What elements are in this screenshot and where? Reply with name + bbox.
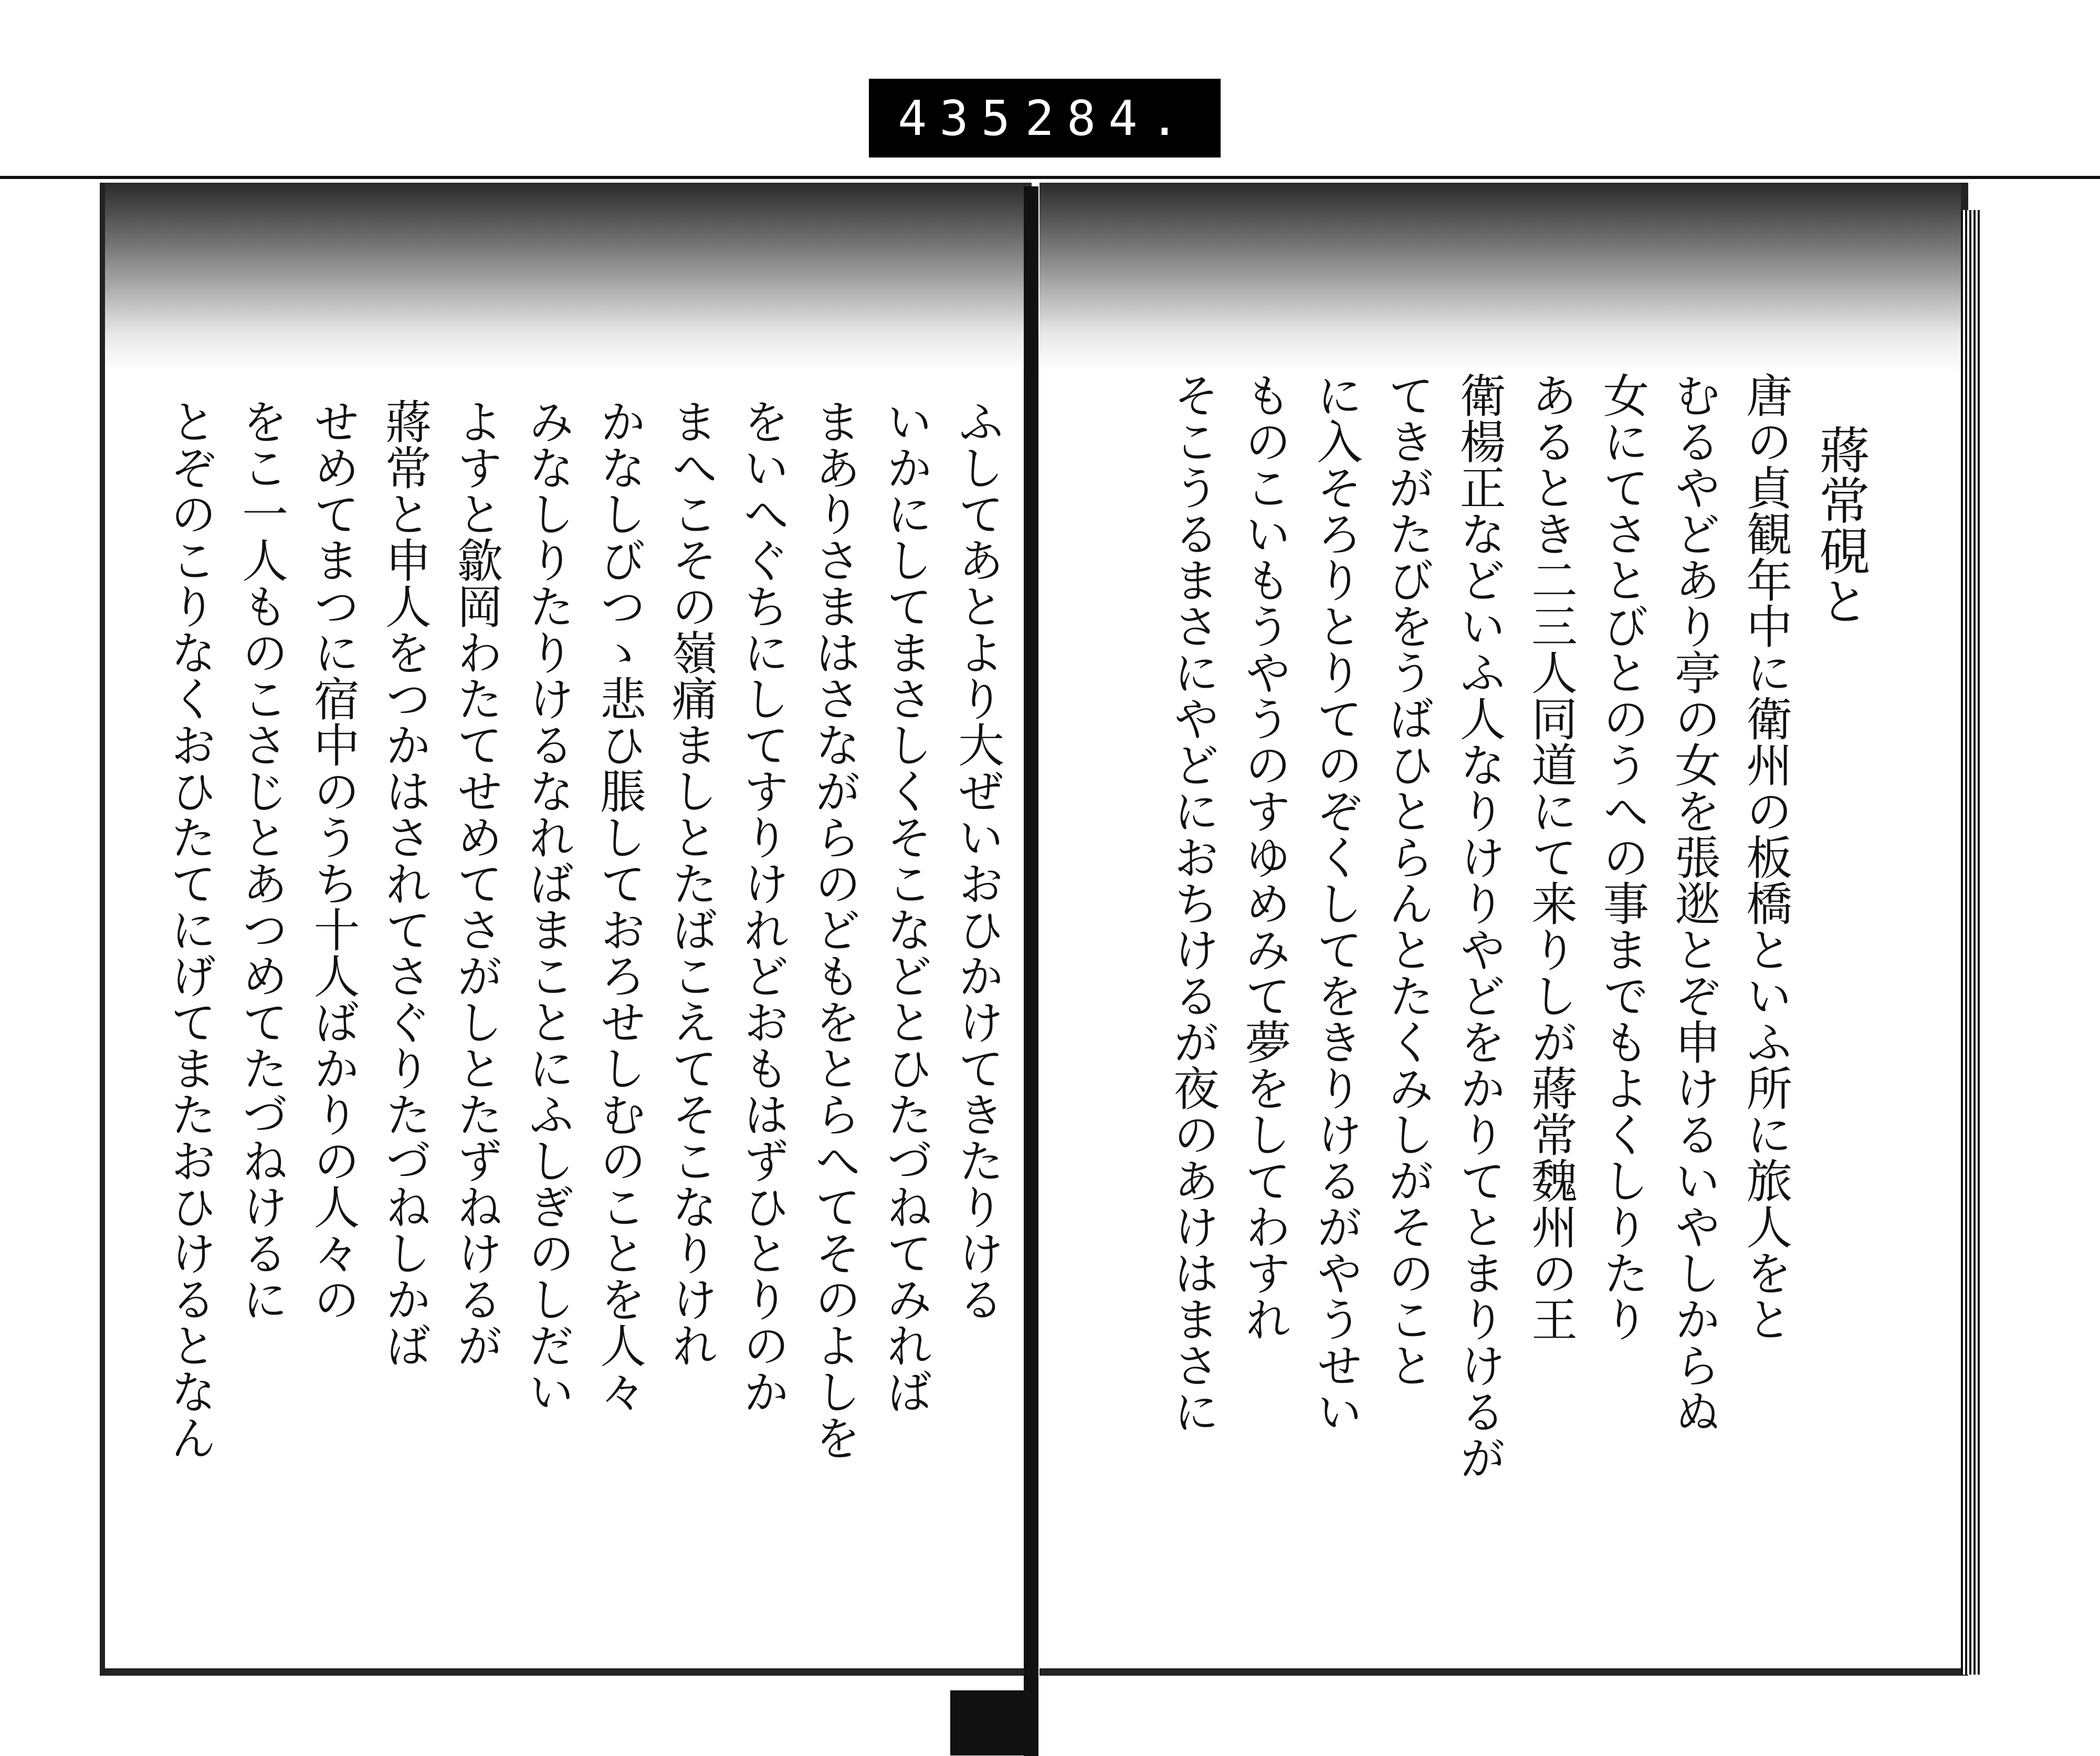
page-edge-stack (1961, 210, 1982, 1675)
left-line: をいへぐちにしてすりけれどおもはずひとりのか (736, 398, 790, 1414)
right-line: 女にてさとびとのうへの事までもよくしりたり (1595, 372, 1650, 1342)
left-page (100, 183, 1032, 1676)
right-line: 衛楊正などいふ人なりけりやどをかりてとまりけるが (1452, 372, 1507, 1480)
book-gutter (1024, 186, 1038, 1756)
right-line: あるとき二三人同道にて来りしが蔣常魏州の王 (1524, 372, 1579, 1342)
archive-number-right: 284. (1025, 90, 1192, 146)
left-line: まへこその嶺痛ましとたばこえてそこなりけれ (664, 398, 719, 1368)
right-line: 唐の貞観年中に衛州の板橋といふ所に旅人をと (1739, 372, 1793, 1342)
right-line: ものこいもうやうのすゆめみて夢をしてわすれ (1237, 372, 1292, 1342)
left-line: かなしびつゝ悲ひ脹しておろせしむのことを人々 (593, 398, 647, 1414)
left-line: まありさまはさながらのどもをとらへてそのよしを (807, 398, 862, 1460)
right-page (1040, 183, 1968, 1676)
story-title: 蔣常硯と (1811, 424, 1870, 626)
right-line: てきがたびをうばひとらんとたくみしがそのこと (1381, 372, 1435, 1388)
right-page-text (1055, 372, 1880, 1647)
left-line: いかにしてまさしくそこなどとひたづねてみれば (879, 398, 933, 1414)
archive-number-left: 435 (898, 90, 1023, 146)
left-line: よすと歙岡わたてせめてさがしとたずねけるが (449, 398, 504, 1368)
left-line: せめてまつに宿中のうち十人ばかりの人々の (306, 398, 361, 1322)
left-line: みなしりたりけるなればまことにふしぎのしだい (521, 398, 575, 1414)
right-line: むるやどあり亭の女を張逖とぞ申けるいやしからぬ (1667, 372, 1721, 1434)
left-line: をこ一人ものこさじとあつめてたづねけるに (235, 398, 289, 1322)
archive-label-strip (869, 79, 1221, 157)
left-line: とぞのこりなくおひたてにげてまたおひけるとなん (163, 398, 217, 1460)
gutter-tab (950, 1690, 1024, 1755)
left-line: 蔣常と申人をつかはされてさぐりたづねしかば (377, 398, 432, 1368)
left-line: ふしてあとより大ぜいおひかけてきたりける (951, 398, 1005, 1322)
right-line: に入そろりとりてのぞくしてをきりけるがやうせい (1309, 372, 1363, 1434)
top-rule (0, 176, 2100, 179)
left-page-text (158, 398, 1013, 1674)
right-line: そこうるまさにやどにおちけるが夜のあけはまさに (1166, 372, 1221, 1434)
